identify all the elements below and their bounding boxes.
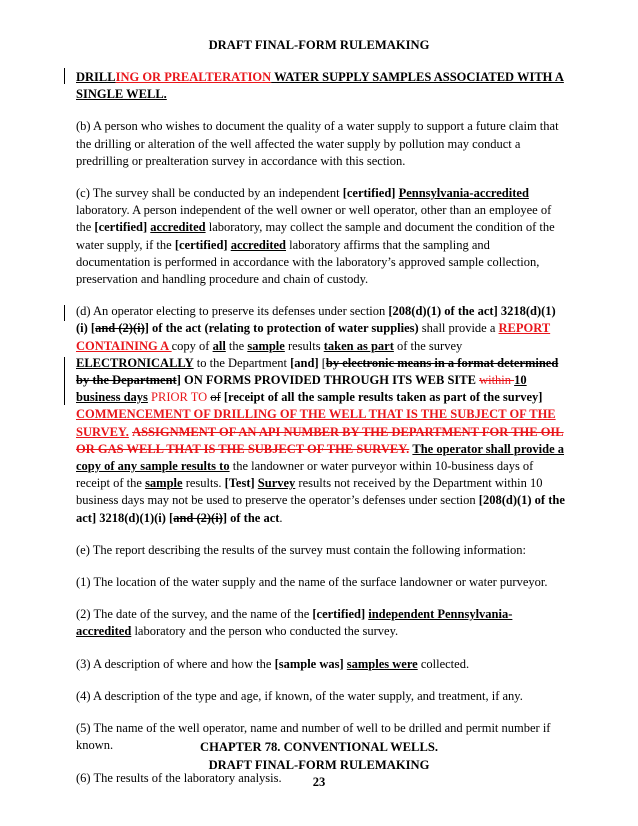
paragraph-c: (c) The survey shall be conducted by an independent [certified] Pennsylvania-accredited laboratory. A person independent of the well owner or well operator, other than an employee of the [certified] accredited laboratory, may collect the sample and document the condition of the water supply, if the [certified] accredited laboratory affirms that the sampling and documentation is performed in accordance with the laboratory’s approved sample collection, preservation and handling procedure and chain of custody. bbox=[76, 186, 555, 287]
revision-bar bbox=[64, 357, 65, 405]
footer-draft: DRAFT FINAL-FORM RULEMAKING bbox=[208, 757, 430, 772]
page-number: 23 bbox=[312, 775, 326, 789]
revision-bar bbox=[64, 305, 65, 321]
paragraph-b: (b) A person who wishes to document the quality of a water supply to support a future claim that the drilling or alteration of the well affected the water supply by pollution may conduct a predrilling or prealteration survey in accordance with this section. bbox=[76, 119, 559, 168]
list-item: (6) The results of the laboratory analysis. bbox=[76, 770, 282, 785]
document-body bbox=[76, 69, 566, 802]
list-item: (3) A description of where and how the [sample was] samples were collected. bbox=[76, 656, 470, 671]
list-item: (5) The name of the well operator, name and number of well to be drilled and permit number if known. bbox=[76, 721, 551, 753]
page-footer bbox=[0, 739, 638, 792]
list-item: (2) The date of the survey, and the name of the [certified] independent Pennsylvania-accredited laboratory and the person who conducted the survey. bbox=[76, 607, 513, 639]
paragraph-d: (d) An operator electing to preserve its defenses under section [208(d)(1) of the act] 3218(d)(1)(i) [and (2)(i)] of the act (relating to protection of water supplies) shall provide a REPORT CONTAINING A copy of all the sample results taken as part of the survey ELECTRONICALLY to the Department [and] [by electronic means in a format determined by the Department] ON FORMS PROVIDED THROUGH ITS WEB SITE within 10 business days PRIOR TO of [receipt of all the sample results taken as part of the survey] COMMENCEMENT OF DRILLING OF THE WELL THAT IS THE SUBJECT OF THE SURVEY. ASSIGNMENT OF AN API NUMBER BY THE DEPARTMENT FOR THE OIL OR GAS WELL THAT IS THE SUBJECT OF THE SURVEY. The operator shall provide a copy of any sample results to the landowner or water purveyor within 10-business days of receipt of the sample results. [Test] Survey results not received by the Department within 10 business days may not be used to preserve the operator’s defenses under section [208(d)(1) of the act] 3218(d)(1)(i) [and (2)(i)] of the act. bbox=[76, 304, 565, 525]
list-item: (1) The location of the water supply and the name of the surface landowner or water purveyor. bbox=[76, 575, 548, 590]
list-item: (4) A description of the type and age, if known, of the water supply, and treatment, if any. bbox=[76, 688, 523, 703]
revision-bar bbox=[64, 68, 65, 84]
page-header: DRAFT FINAL-FORM RULEMAKING bbox=[208, 38, 430, 52]
footer-chapter: CHAPTER 78. CONVENTIONAL WELLS. bbox=[199, 740, 439, 754]
section-title: DRILLING OR PREALTERATION WATER SUPPLY SAMPLES ASSOCIATED WITH A SINGLE WELL. bbox=[76, 70, 564, 102]
paragraph-e: (e) The report describing the results of the survey must contain the following information: bbox=[76, 542, 527, 557]
